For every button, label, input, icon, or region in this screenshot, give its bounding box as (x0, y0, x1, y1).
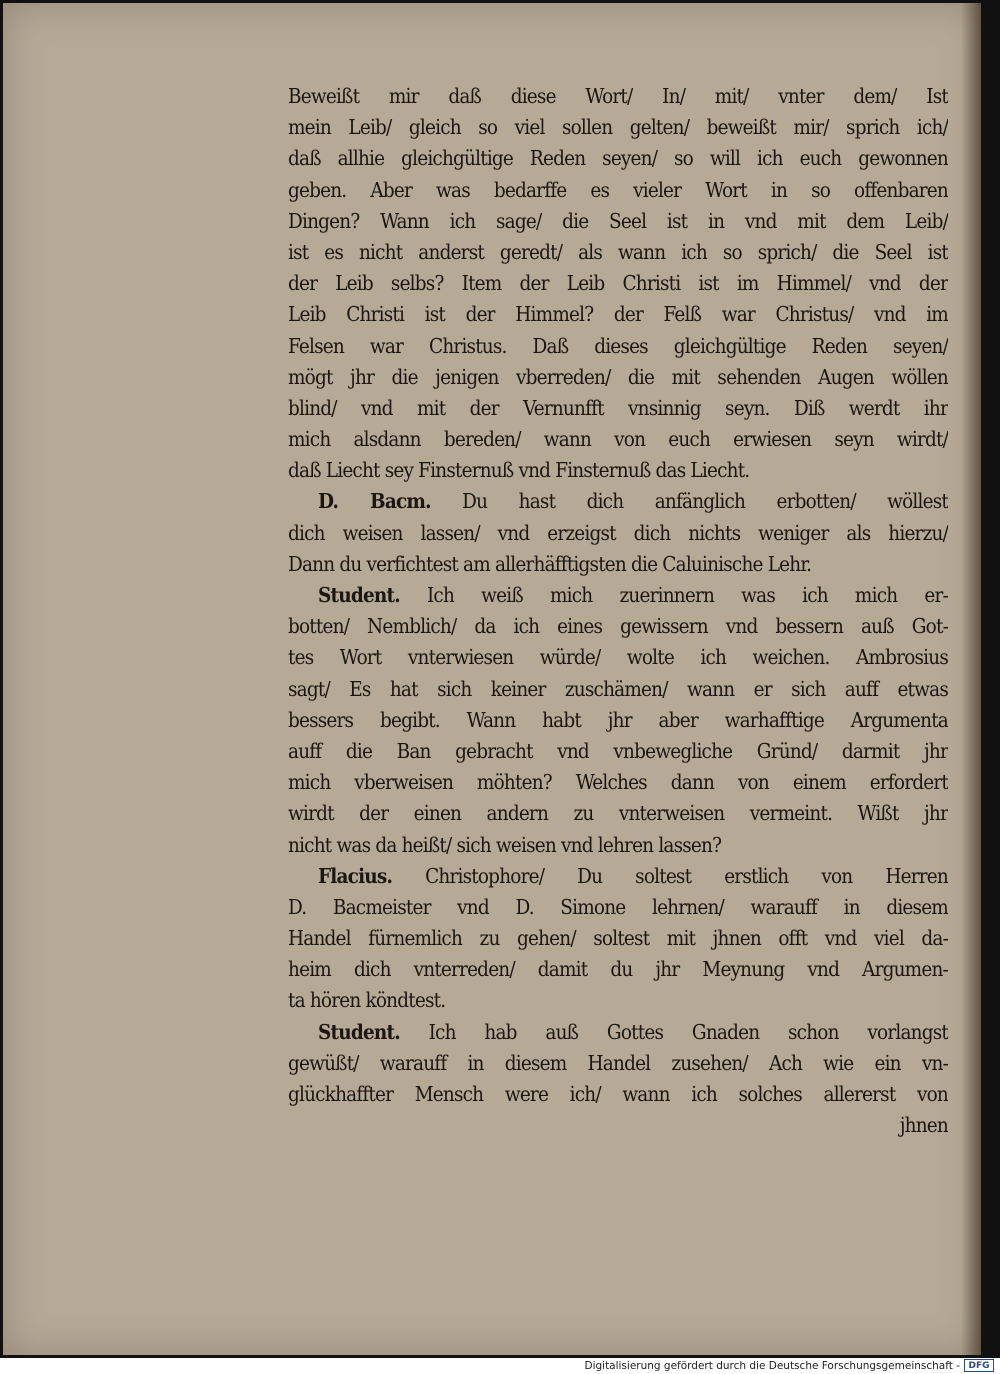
text-line: Leib Christi ist der Himmel? der Felß war Christus/ vnd im (288, 302, 948, 327)
text-line: tes Wort vnterwiesen würde/ wolte ich weichen. Ambrosius (288, 645, 948, 670)
text-line: ist es nicht anderst geredt/ als wann ich so sprich/ die Seel ist (288, 239, 948, 264)
speaker-line (288, 580, 948, 611)
funding-notice: Digitalisierung gefördert durch die Deutsche Forschungsgemeinschaft - (584, 1360, 960, 1372)
text-line: Dann du verfichtest am allerhäfftigsten die Caluinische Lehr. (288, 551, 812, 576)
text-line: blind/ vnd mit der Vernunfft vnsinnig seyn. Diß werdt ihr (288, 395, 948, 420)
main-text-block (288, 81, 948, 1141)
speaker-name: Student. (318, 1019, 400, 1044)
text-line: bessers begibt. Wann habt jhr aber warhafftige Argumenta (288, 707, 948, 732)
speaker-line (288, 861, 948, 892)
text-line: Dingen? Wann ich sage/ die Seel ist in vnd mit dem Leib/ (288, 208, 948, 233)
text-line: glückhaffter Mensch were ich/ wann ich solches allererst von (288, 1082, 948, 1106)
speaker-text: Ich weiß mich zuerinnern was ich mich er- (426, 583, 948, 607)
text-line: mögt jhr die jenigen vberreden/ die mit sehenden Augen wöllen (288, 364, 948, 389)
text-line: nicht was da heißt/ sich weisen vnd lehren lassen? (288, 832, 722, 857)
speaker-text: Ich hab auß Gottes Gnaden schon vorlangst (428, 1019, 948, 1044)
text-line: der Leib selbs? Item der Leib Christi ist im Himmel/ vnd der (288, 271, 948, 296)
text-line: botten/ Nemblich/ da ich eines gewissern vnd bessern auß Got- (288, 614, 948, 639)
text-line: mich vberweisen möhten? Welches dann von einem erfordert (288, 770, 948, 795)
text-line: daß Liecht sey Finsternuß vnd Finsternuß das Liecht. (288, 458, 750, 483)
text-line: gewüßt/ warauff in diesem Handel zusehen/ Ach wie ein vn- (288, 1050, 948, 1075)
dfg-logo: DFG (964, 1359, 994, 1372)
text-line: D. Bacmeister vnd D. Simone lehrnen/ warauff in diesem (288, 894, 948, 919)
speaker-name: Student. (318, 583, 400, 607)
speaker-name: D. Bacm. (318, 489, 431, 514)
page-gutter-shadow (961, 3, 981, 1355)
text-line: geben. Aber was bedarffe es vieler Wort in so offenbaren (288, 177, 948, 202)
text-line: mich alsdann bereden/ wann von euch erwiesen seyn wirdt/ (288, 427, 948, 452)
text-line: Felsen war Christus. Daß dieses gleichgültige Reden seyen/ (288, 333, 948, 358)
catchword: jhnen (899, 1113, 948, 1138)
text-line: daß allhie gleichgültige Reden seyen/ so will ich euch gewonnen (288, 146, 948, 171)
speaker-line (288, 1017, 948, 1048)
speaker-line (288, 486, 948, 517)
text-line: wirdt der einen andern zu vnterweisen vermeint. Wißt jhr (288, 801, 948, 826)
speaker-text: Du hast dich anfänglich erbotten/ wöllest (462, 489, 948, 514)
text-line: Handel fürnemlich zu gehen/ soltest mit jhnen offt vnd viel da- (288, 926, 948, 951)
text-line: dich weisen lassen/ vnd erzeigst dich nichts weniger als hierzu/ (288, 520, 948, 545)
footer-bar (0, 1358, 1000, 1374)
speaker-text: Christophore/ Du soltest erstlich von Herren (425, 863, 948, 888)
book-page (3, 3, 981, 1355)
text-line: mein Leib/ gleich so viel sollen gelten/ beweißt mir/ sprich ich/ (288, 115, 948, 140)
text-line: ta hören köndtest. (288, 988, 446, 1013)
text-line: sagt/ Es hat sich keiner zuschämen/ wann er sich auff etwas (288, 676, 948, 701)
text-line: Beweißt mir daß diese Wort/ In/ mit/ vnter dem/ Ist (288, 84, 948, 108)
speaker-name: Flacius. (318, 863, 393, 888)
text-line: auff die Ban gebracht vnd vnbewegliche Gründ/ darmit jhr (288, 738, 948, 763)
text-line: heim dich vnterreden/ damit du jhr Meynung vnd Argumen- (288, 957, 948, 982)
